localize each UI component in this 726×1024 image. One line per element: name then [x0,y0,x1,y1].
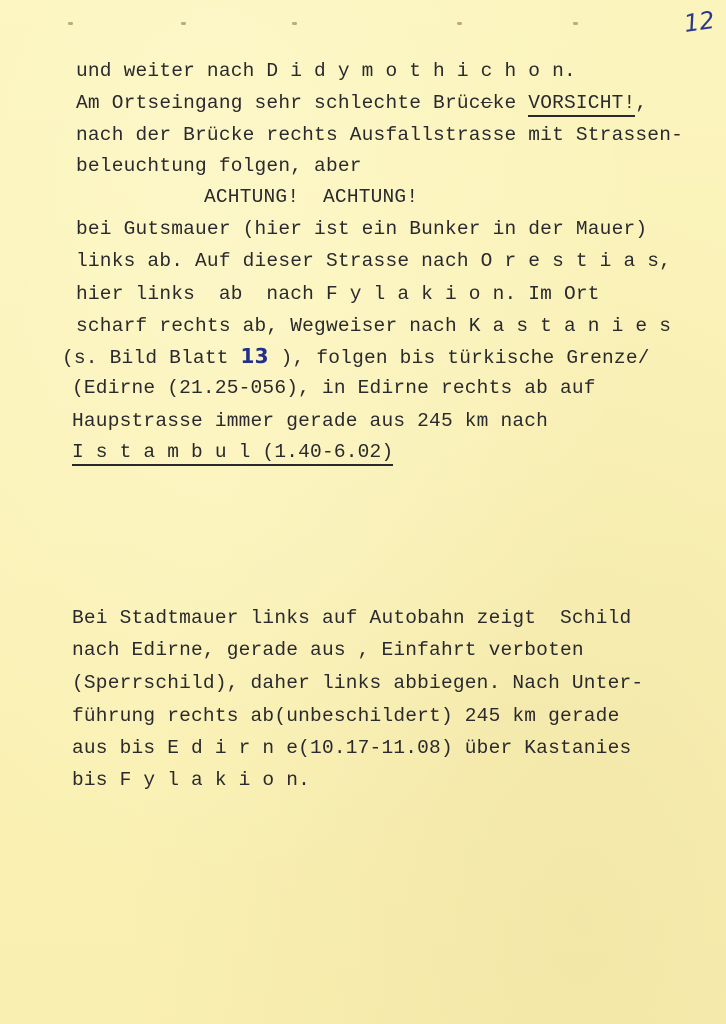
warning-underlined: VORSICHT! [528,92,635,117]
text-fragment: ke [492,92,529,114]
text-line: hier links ab nach F y l a k i o n. Im Ort [76,283,600,305]
text-line: Bei Stadtmauer links auf Autobahn zeigt Schild [72,607,632,629]
text-line: und weiter nach D i d y m o t h i c h o n. [76,60,576,82]
text-fragment: (s. Bild Blatt [62,347,241,369]
warning-line: ACHTUNG! ACHTUNG! [204,186,419,208]
punch-hole-mark [457,22,462,25]
text-fragment: Am Ortseingang seh [76,92,291,114]
text-fragment: r schlechte Brüc [290,92,481,114]
text-line: bei Gutsmauer (hier ist ein Bunker in der Mauer) [76,218,648,240]
destination-line [72,441,393,463]
corrected-letter: c [480,92,493,114]
text-line: Haupstrasse immer gerade aus 245 km nach [72,410,549,432]
text-line: beleuchtung folgen, aber [76,155,362,177]
text-line: bis F y l a k i o n. [72,769,311,791]
text-line: aus bis E d i r n e(10.17-11.08) über Kastanies [72,737,632,759]
destination-underlined: I s t a m b u l (1.40-6.02) [72,441,393,466]
text-line: nach Edirne, gerade aus , Einfahrt verboten [72,639,584,661]
text-line: scharf rechts ab, Wegweiser nach K a s t a n i e s [76,315,672,337]
punch-hole-mark [292,22,297,25]
text-line [76,92,647,114]
punch-hole-mark [181,22,186,25]
handwritten-number: 13 [240,344,269,368]
text-fragment: ), folgen bis türkische Grenze/ [268,347,650,369]
text-fragment: , [635,92,648,114]
page-number: 12 [682,6,717,38]
text-line [62,345,650,369]
text-line: links ab. Auf dieser Strasse nach O r e s t i a s, [76,250,672,272]
text-line: (Sperrschild), daher links abbiegen. Nach Unter- [72,672,644,694]
punch-hole-mark [68,22,73,25]
text-line: nach der Brücke rechts Ausfallstrasse mit Strassen- [76,124,683,146]
text-line: (Edirne (21.25-056), in Edirne rechts ab auf [72,377,596,399]
text-line: führung rechts ab(unbeschildert) 245 km gerade [72,705,620,727]
punch-hole-mark [573,22,578,25]
